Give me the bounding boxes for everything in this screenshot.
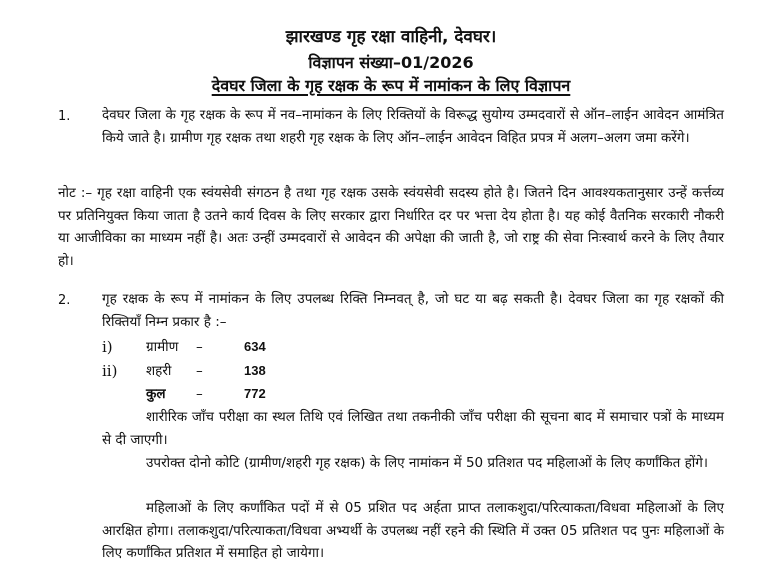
section-1-text: देवघर जिला के गृह रक्षक के रूप में नव–नामांकन के लिए रिक्तियों के विरूद्ध सुयोग्य उम्मदवारों से ऑन–लाईन आवेदन आमंत्रित किये जाते है। ग्रामीण गृह रक्षक तथा शहरी गृह रक्षक के लिए ऑन–लाईन आवेदन विहित प्रपत्र में अलग–अलग जमा करेंगे। xyxy=(102,107,724,146)
vacancy-count: 772 xyxy=(244,386,266,401)
section-1-number: 1. xyxy=(58,109,71,124)
exam-info-paragraph: शारीरिक जाँच परीक्षा का स्थल तिथि एवं लिखित तथा तकनीकी जाँच परीक्षा की सूचना बाद में समाचार पत्रों के माध्यम से दी जाएगी। xyxy=(102,409,724,448)
notice-subject xyxy=(0,74,782,96)
women-reservation-paragraph: उपरोक्त दोनो कोटि (ग्रामीण/शहरी गृह रक्षक) के लिए नामांकन में 50 प्रतिशत पद महिलाओं के लिए कर्णांकित होंगे। xyxy=(146,455,708,471)
notice-subject-text: देवघर जिला के गृह रक्षक के रूप में नामांकन के लिए विज्ञापन xyxy=(211,76,571,95)
section-2-intro: गृह रक्षक के रूप में नामांकन के लिए उपलब्ध रिक्ति निम्नवत् है, जो घट या बढ़ सकती है। देवघर जिला का गृह रक्षकों की रिक्तियाँ निम्न प्रकार है :– xyxy=(102,291,724,330)
vacancy-count: 634 xyxy=(244,339,266,354)
section-2-number: 2. xyxy=(58,293,71,308)
note-paragraph: नोट :– गृह रक्षा वाहिनी एक स्वंयसेवी संगठन है तथा गृह रक्षक उसके स्वंयसेवी सदस्य होते है। जितने दिन आवश्यकतानुसार उन्हें कर्त्तव्य पर प्रतिनियुक्त किया जाता है उतने कार्य दिवस के लिए सरकार द्वारा निर्धारित दर पर भत्ता देय होता है। यह कोई वैतनिक सरकारी नौकरी या आजीविका का माध्यम नहीं है। अतः उन्हीं उम्मदवारों से आवेदन की अपेक्षा की जाती है, जो राष्ट्र की सेवा निःस्वार्थ करने के लिए तैयार हो। xyxy=(58,185,724,269)
vacancy-row-total xyxy=(0,383,782,405)
vacancy-dash: – xyxy=(196,339,203,355)
divorcee-widow-reservation-paragraph: महिलाओं के लिए कर्णांकित पदों में से 05 प्रशित पद अर्हता प्राप्त तलाकशुदा/परित्याकता/विधवा महिलाओं के लिए आरक्षित होगा। तलाकशुदा/परित्याकता/विधवा अभ्यर्थी के उपलब्ध नहीं रहने की स्थिति में उक्त 05 प्रतिशत पद पुनः महिलाओं के लिए कर्णांकित प्रतिशत में समाहित हो जायेगा। xyxy=(102,500,724,561)
vacancy-row-rural xyxy=(0,336,782,358)
ad-number: विज्ञापन संख्या–01/2026 xyxy=(308,53,474,72)
vacancy-dash: – xyxy=(196,363,203,379)
vacancy-category: ग्रामीण xyxy=(146,339,179,355)
vacancy-count: 138 xyxy=(244,363,266,378)
org-heading: झारखण्ड गृह रक्षा वाहिनी, देवघर। xyxy=(285,27,497,47)
vacancy-dash: – xyxy=(196,386,203,402)
vacancy-row-urban xyxy=(0,360,782,382)
vacancy-category: शहरी xyxy=(146,363,172,379)
vacancy-category: कुल xyxy=(146,386,166,402)
vacancy-roman: ii) xyxy=(102,362,118,380)
vacancy-roman: i) xyxy=(102,338,113,356)
